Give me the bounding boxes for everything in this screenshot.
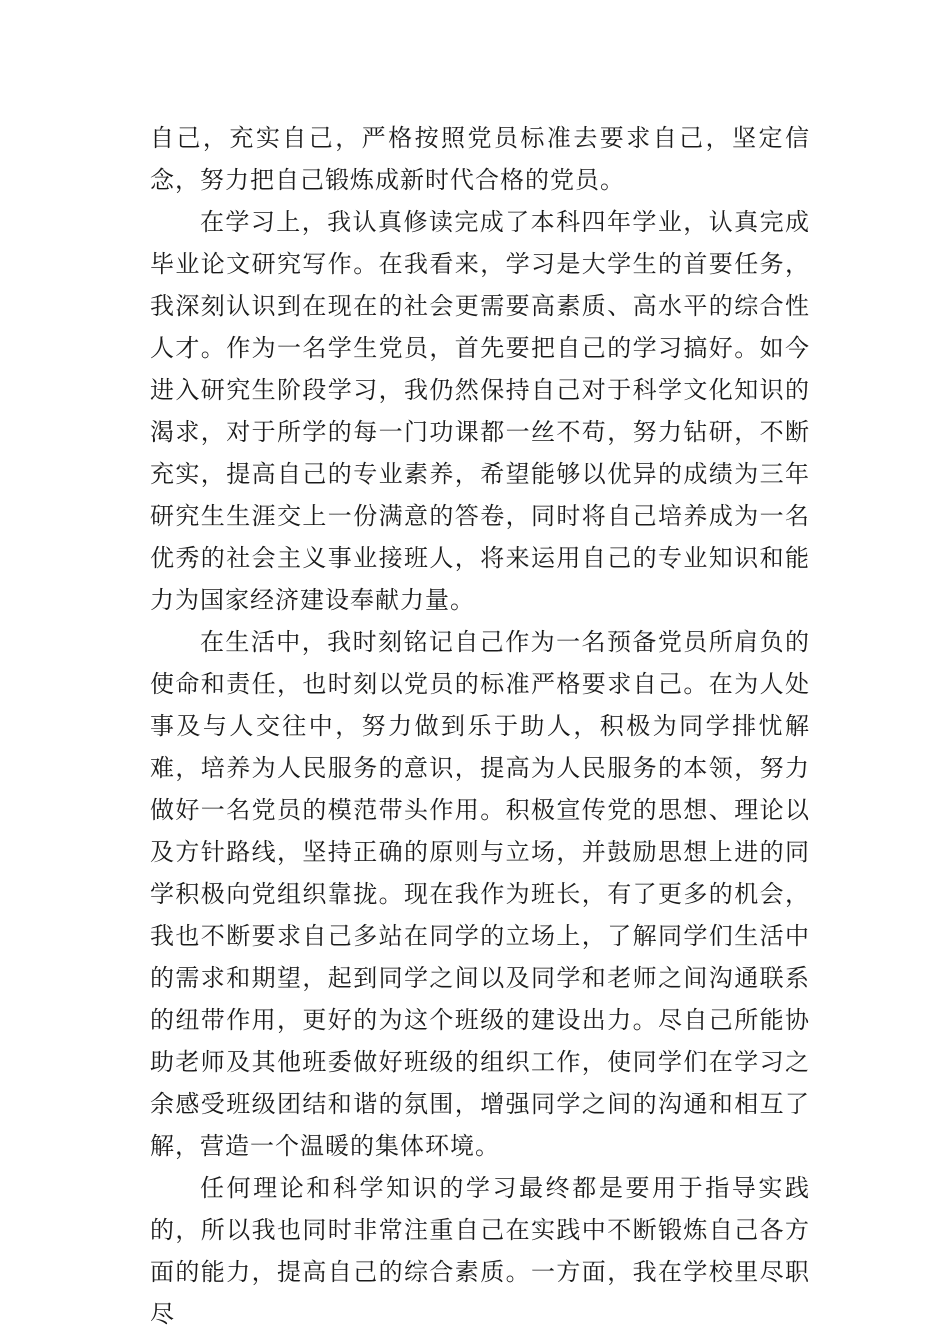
paragraph-study: 在学习上，我认真修读完成了本科四年学业，认真完成毕业论文研究写作。在我看来，学习是大学生的首要任务，我深刻认识到在现在的社会更需要高素质、高水平的综合性人才。作为一名学生党员，首先要把自己的学习搞好。如今进入研究生阶段学习，我仍然保持自己对于科学文化知识的渴求，对于所学的每一门功课都一丝不苟，努力钻研，不断充实，提高自己的专业素养，希望能够以优异的成绩为三年研究生生涯交上一份满意的答卷，同时将自己培养成为一名优秀的社会主义事业接班人，将来运用自己的专业知识和能力为国家经济建设奉献力量。 <box>150 208 810 614</box>
paragraph-practice: 任何理论和科学知识的学习最终都是要用于指导实践的，所以我也同时非常注重自己在实践中不断锻炼自己各方面的能力，提高自己的综合素质。一方面，我在学校里尽职尽 <box>150 1174 810 1328</box>
paragraph-continuation: 自己，充实自己，严格按照党员标准去要求自己，坚定信念，努力把自己锻炼成新时代合格的党员。 <box>150 124 810 194</box>
document-body <box>150 117 810 1335</box>
paragraph-life: 在生活中，我时刻铭记自己作为一名预备党员所肩负的使命和责任，也时刻以党员的标准严格要求自己。在为人处事及与人交往中，努力做到乐于助人，积极为同学排忧解难，培养为人民服务的意识，提高为人民服务的本领，努力做好一名党员的模范带头作用。积极宣传党的思想、理论以及方针路线，坚持正确的原则与立场，并鼓励思想上进的同学积极向党组织靠拢。现在我作为班长，有了更多的机会，我也不断要求自己多站在同学的立场上，了解同学们生活中的需求和期望，起到同学之间以及同学和老师之间沟通联系的纽带作用，更好的为这个班级的建设出力。尽自己所能协助老师及其他班委做好班级的组织工作，使同学们在学习之余感受班级团结和谐的氛围，增强同学之间的沟通和相互了解，营造一个温暖的集体环境。 <box>150 628 810 1160</box>
